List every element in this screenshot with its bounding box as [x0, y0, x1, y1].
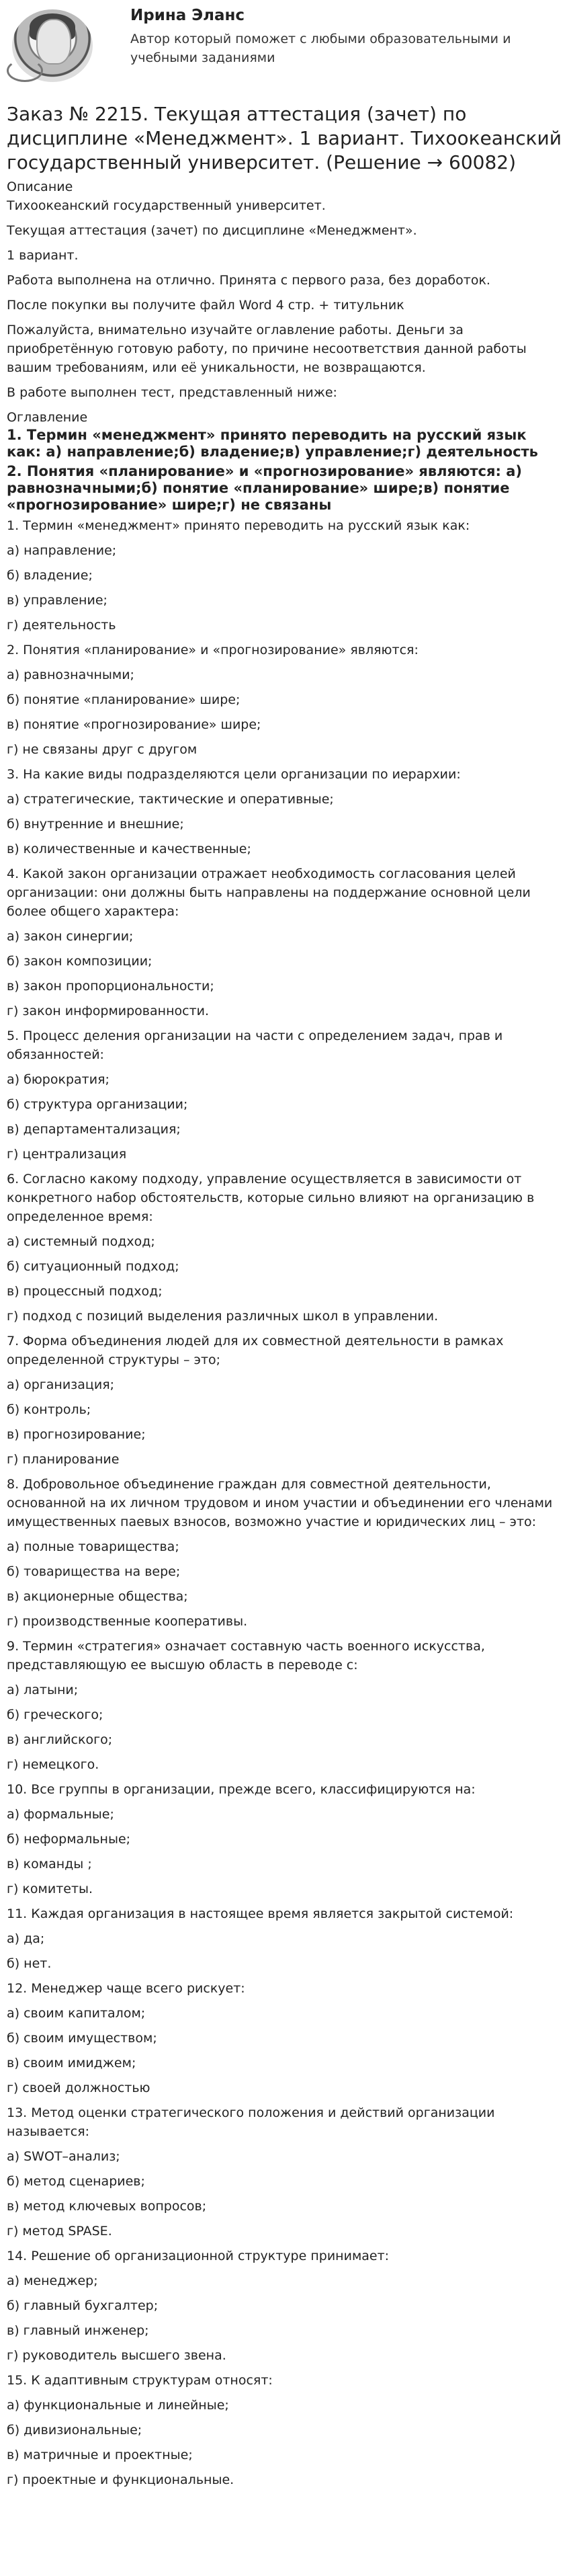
intro-paragraph: Работа выполнена на отлично. Принята с первого раза, без доработок. — [7, 273, 490, 288]
avatar[interactable] — [7, 5, 107, 86]
question-line: а) латыни; — [7, 1683, 79, 1697]
question-line: б) греческого; — [7, 1707, 103, 1722]
question-line: в) прогнозирование; — [7, 1427, 146, 1442]
question-line: г) производственные кооперативы. — [7, 1614, 248, 1629]
question-line: г) своей должностью — [7, 2081, 150, 2095]
question-line: а) формальные; — [7, 1807, 114, 1822]
question-line: а) системный подход; — [7, 1234, 155, 1249]
question-line: а) равнозначными; — [7, 668, 134, 682]
question-line: г) деятельность — [7, 618, 116, 633]
question-line: 11. Каждая организация в настоящее время является закрытой системой: — [7, 1906, 514, 1921]
question-line: б) ситуационный подход; — [7, 1259, 179, 1274]
question-line: а) менеджер; — [7, 2273, 98, 2288]
question-line: б) внутренние и внешние; — [7, 817, 184, 832]
intro-paragraph: 1 вариант. — [7, 248, 79, 263]
toc-item: 2. Понятия «планирование» и «прогнозирование» являются: а) равнозначными;б) понятие «планирование» шире;в) понятие «прогнозирование» шире;г) не связаны — [7, 463, 522, 513]
description-label: Описание — [7, 179, 73, 194]
intro-paragraph: Пожалуйста, внимательно изучайте оглавление работы. Деньги за приобретённую готовую работу, по причине несоответствия данной работы вашим требованиям, или её уникальности, не возвращаются. — [7, 323, 527, 375]
question-line: 9. Термин «стратегия» означает составную часть военного искусства, представляющую ее высшую область в переводе с: — [7, 1639, 485, 1673]
question-line: г) метод SPASE. — [7, 2224, 112, 2239]
question-line: в) акционерные общества; — [7, 1589, 188, 1604]
question-line: 6. Согласно какому подходу, управление осуществляется в зависимости от конкретного набор обстоятельств, которые сильно влияют на организацию в определенное время: — [7, 1172, 535, 1224]
question-line: 3. На какие виды подразделяются цели организации по иерархии: — [7, 767, 461, 782]
question-line: б) дивизиональные; — [7, 2423, 142, 2438]
question-line: г) подход с позиций выделения различных школ в управлении. — [7, 1309, 439, 1324]
question-line: г) централизация — [7, 1147, 127, 1162]
question-line: б) владение; — [7, 568, 93, 583]
question-line: в) английского; — [7, 1732, 113, 1747]
author-header — [7, 0, 562, 91]
question-line: а) своим капиталом; — [7, 2006, 146, 2021]
question-line: в) главный инженер; — [7, 2323, 149, 2338]
question-line: б) главный бухгалтер; — [7, 2298, 159, 2313]
question-line: в) процессный подход; — [7, 1284, 163, 1299]
question-line: в) своим имиджем; — [7, 2056, 136, 2070]
question-line: а) закон синергии; — [7, 929, 134, 944]
question-line: в) департаментализация; — [7, 1122, 181, 1137]
question-line: 4. Какой закон организации отражает необходимость согласования целей организации: они должны быть направлены на поддержание основной цели более общего характера: — [7, 867, 531, 919]
author-info — [107, 5, 562, 67]
question-line: а) да; — [7, 1931, 45, 1946]
question-line: б) структура организации; — [7, 1097, 188, 1112]
question-line: б) товарищества на вере; — [7, 1564, 181, 1579]
question-line: г) не связаны друг с другом — [7, 742, 198, 757]
question-line: а) функциональные и линейные; — [7, 2398, 229, 2413]
question-line: б) неформальные; — [7, 1832, 131, 1847]
question-line: б) закон композиции; — [7, 954, 152, 969]
question-line: г) немецкого. — [7, 1757, 99, 1772]
question-line: 13. Метод оценки стратегического положения и действий организации называется: — [7, 2105, 495, 2139]
question-line: 12. Менеджер чаще всего рискует: — [7, 1981, 245, 1996]
question-line: а) направление; — [7, 543, 117, 558]
intro-paragraph: Текущая аттестация (зачет) по дисциплине «Менеджмент». — [7, 223, 417, 238]
author-name[interactable]: Ирина Эланс — [130, 7, 245, 24]
toc-item: 1. Термин «менеджмент» принято переводить на русский язык как: а) направление;б) владение;в) управление;г) деятельность — [7, 427, 538, 460]
question-line: в) понятие «прогнозирование» шире; — [7, 717, 261, 732]
question-line: в) матричные и проектные; — [7, 2448, 193, 2462]
question-line: 10. Все группы в организации, прежде всего, классифицируются на: — [7, 1782, 476, 1797]
question-line: 8. Добровольное объединение граждан для совместной деятельности, основанной на их личном трудовом и ином участии и объединении его членами имущественных паевых взносов, возможно участие и юридических лиц – это: — [7, 1477, 553, 1529]
question-line: в) команды ; — [7, 1857, 92, 1871]
question-line: г) закон информированности. — [7, 1004, 210, 1018]
question-line: 14. Решение об организационной структуре принимает: — [7, 2249, 390, 2263]
question-line: б) понятие «планирование» шире; — [7, 692, 240, 707]
page-title: Заказ № 2215. Текущая аттестация (зачет) по дисциплине «Менеджмент». 1 вариант. Тихоокеанский государственный университет. (Решение → 60082) — [7, 103, 562, 173]
question-line: 15. К адаптивным структурам относят: — [7, 2373, 273, 2388]
question-line: б) своим имуществом; — [7, 2031, 157, 2046]
question-line: в) количественные и качественные; — [7, 842, 251, 856]
author-description: Автор который поможет с любыми образовательными и учебными заданиями — [130, 32, 511, 65]
question-line: а) стратегические, тактические и оперативные; — [7, 792, 334, 807]
question-line: в) управление; — [7, 593, 107, 608]
intro-paragraph: Тихоокеанский государственный университет. — [7, 198, 326, 213]
questions-list — [7, 516, 562, 2489]
question-line: б) контроль; — [7, 1402, 91, 1417]
intro-paragraph: После покупки вы получите файл Word 4 стр. + титульник — [7, 298, 404, 313]
question-line: а) SWOT–анализ; — [7, 2149, 120, 2164]
question-line: а) организация; — [7, 1377, 115, 1392]
toc-label: Оглавление — [7, 410, 88, 425]
question-line: 2. Понятия «планирование» и «прогнозирование» являются: — [7, 643, 419, 657]
question-line: г) руководитель высшего звена. — [7, 2348, 226, 2363]
question-line: г) комитеты. — [7, 1882, 93, 1896]
question-line: в) метод ключевых вопросов; — [7, 2199, 207, 2214]
intro-section — [7, 196, 562, 402]
question-line: б) метод сценариев; — [7, 2174, 145, 2189]
question-line: в) закон пропорциональности; — [7, 979, 214, 994]
question-line: б) нет. — [7, 1956, 52, 1971]
question-line: 7. Форма объединения людей для их совместной деятельности в рамках определенной структуры – это; — [7, 1334, 504, 1367]
question-line: 5. Процесс деления организации на части с определением задач, прав и обязанностей: — [7, 1029, 503, 1062]
question-line: г) планирование — [7, 1452, 120, 1467]
question-line: а) полные товарищества; — [7, 1539, 179, 1554]
question-line: г) проектные и функциональные. — [7, 2472, 234, 2487]
intro-paragraph: В работе выполнен тест, представленный ниже: — [7, 385, 337, 400]
question-line: 1. Термин «менеджмент» принято переводить на русский язык как: — [7, 518, 470, 533]
question-line: а) бюрократия; — [7, 1072, 110, 1087]
